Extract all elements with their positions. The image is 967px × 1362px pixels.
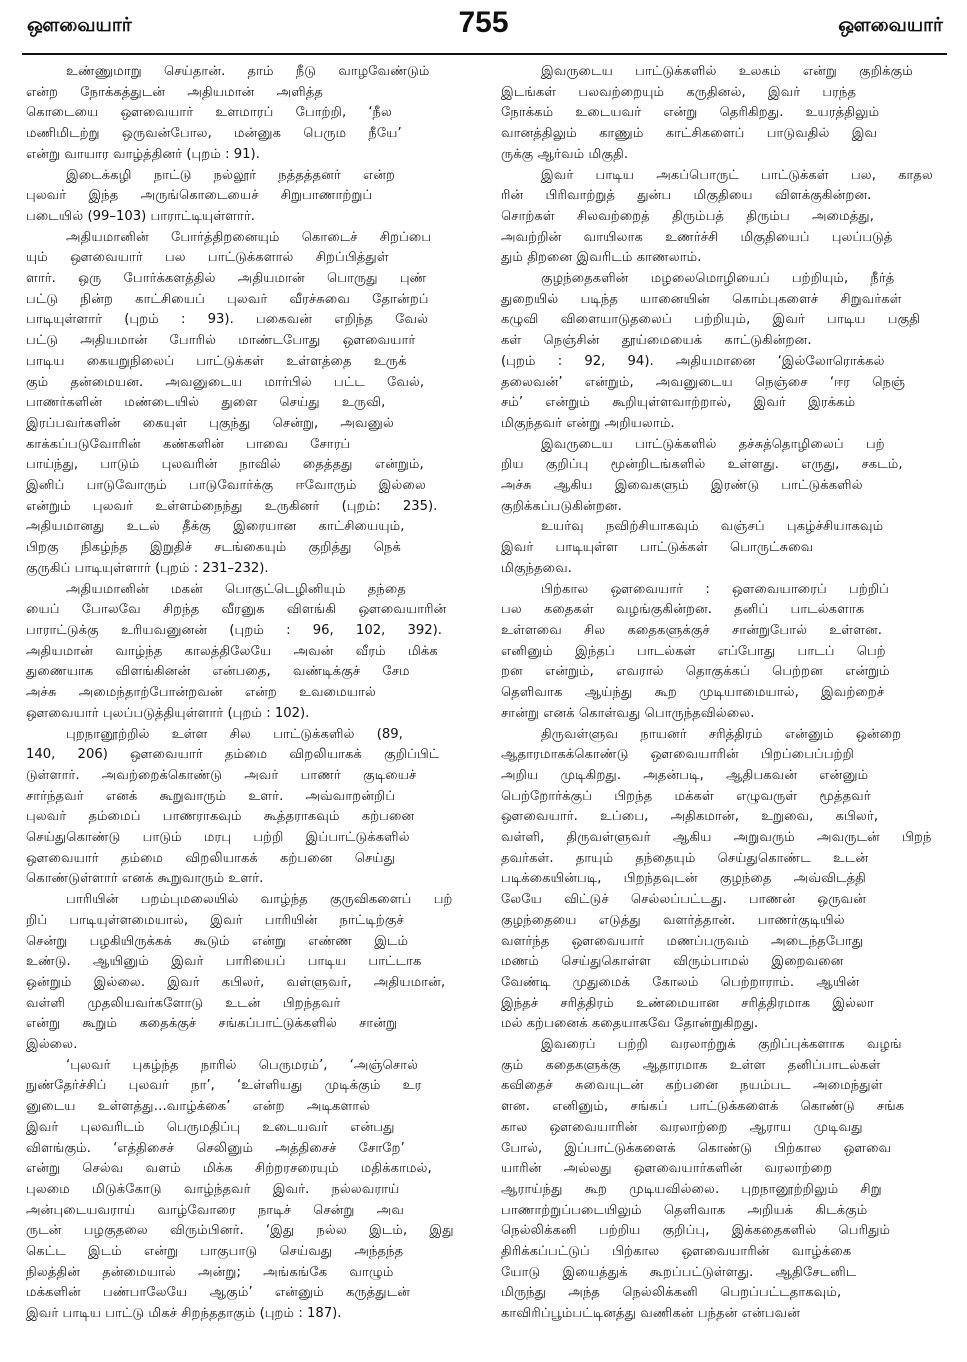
text-line: கழுவி விளையாடுதலைப் பற்றியும், இவர் பாடிய பகுதி xyxy=(501,312,921,328)
text-line: இடங்கள் பலவற்றையும் கருதினல், இவர் பரந்த xyxy=(501,84,857,100)
paragraph xyxy=(26,166,469,228)
text-line: அறிய முடிகிறது. அதன்படி, ஆதிபகவன் என்னும் xyxy=(501,767,869,783)
text-line: இந்தச் சரித்திரம் உண்மையான சரித்திரமாக இல்லா xyxy=(501,995,874,1011)
text-line: நோக்கம் உடையவர் என்று தெரிகிறது. உயரத்திலும் xyxy=(501,105,880,121)
text-line: உண்ணுமாறு செய்தான். தாம் நீடு வாழவேண்டும் xyxy=(66,64,430,79)
text-line: அதியமானது உடல் தீக்கு இரையான காட்சியையும், xyxy=(26,519,405,535)
text-line: ஆதாரமாகக்கொண்டு ஔவையாரின் பிறப்பைப்பற்றி xyxy=(501,747,854,763)
paragraph xyxy=(501,269,941,435)
text-line: 140, 206) ஔவையார் தம்மை விறலியாகக் குறிப்பிட் xyxy=(26,747,440,763)
text-line: சொற்கள் சிலவற்றைத் திரும்பத் திரும்ப அமைத்து, xyxy=(501,208,874,224)
text-line: ‘புலவர் புகழ்ந்த நாரில் பெருமரம்’, ‘அஞ்சொல் xyxy=(66,1057,419,1073)
text-line: அதியமானின் போர்த்திறனையும் கொடைச் சிறப்பை xyxy=(66,229,432,245)
text-line: சார்ந்தவர் எனக் கூறுவாரும் உளர். அவ்வாறன்றிப் xyxy=(26,788,396,804)
text-line: மிகுந்தவர் என்று அறியலாம். xyxy=(501,415,675,431)
text-line: படிக்கையின்படி, பிறந்தவுடன் குழந்தை அவ்விடத்தி xyxy=(501,871,866,887)
text-line: பாடியுள்ளார் (புறம் : 93). பகைவன் எறிந்த வேல் xyxy=(26,312,429,328)
paragraph xyxy=(501,580,941,725)
text-line: வள்ளி முதலியவர்களோடு உடன் பிறந்தவர் xyxy=(26,995,341,1011)
text-line: திரிக்கப்பட்டுப் பிற்கால ஔவையாரின் வாழ்க்கை xyxy=(501,1244,852,1260)
text-line: ருக்கு ஆர்வம் மிகுதி. xyxy=(501,146,629,162)
text-line: உண்டு. ஆயினும் இவர் பாரியைப் பாடிய பாட்டாக xyxy=(26,954,422,970)
text-line: குழந்தையை எடுத்து வளர்த்தான். பாணர்குடியில் xyxy=(501,912,845,928)
text-line: பாரியின் பறம்புமலையில் வாழ்ந்த குருவிகளைப் பற் xyxy=(66,892,453,908)
text-line: ஆராய்ந்து கூற முடியவில்லை. புறநானூற்றிலும் சிறு xyxy=(501,1181,882,1197)
paragraph xyxy=(501,435,941,518)
right-column xyxy=(501,62,941,1352)
paragraph xyxy=(501,517,941,579)
text-line: நுண்தேர்ச்சிப் புலவர் நா’, ‘உள்ளியது முடிக்கும் உர xyxy=(26,1078,422,1094)
text-line: கொடையை ஔவையார் உளமாரப் போற்றி, ‘நீல xyxy=(26,105,392,121)
text-line: உள்ளவை சில கதைகளுக்குச் சான்றுபோல் உள்ளன. xyxy=(501,622,882,638)
text-line: வளர்ந்த ஔவையார் மணப்பருவம் அடைந்தபோது xyxy=(501,933,864,949)
text-line: குழந்தைகளின் மழலைமொழியைப் பற்றியும், நீர்த் xyxy=(541,271,895,287)
left-column xyxy=(26,62,469,1352)
text-line: ஔவையார். உப்பை, அதிகமான், உறுவை, கபிலர், xyxy=(501,809,879,825)
text-line: என்ற நோக்கத்துடன் அதியமான் அளித்த xyxy=(26,84,323,100)
text-line: போல், இப்பாட்டுக்களைக் கொண்டு பிற்கால ஔவை xyxy=(501,1140,892,1156)
paragraph xyxy=(26,580,469,725)
running-title-left: ஔவையார் xyxy=(27,14,132,36)
text-line: ளார். ஒரு போர்க்களத்தில் அதியமான் பொருது புண் xyxy=(26,271,427,287)
text-line: மிகுந்தவை. xyxy=(501,560,572,576)
text-line: யைப் போலவே சிறந்த வீரனுக விளங்கி ஔவையாரின் xyxy=(26,602,447,618)
text-line: கெட்ட இடம் என்று பாகுபாடு செய்வது அந்தந்த xyxy=(26,1244,404,1260)
text-line: புறநானூற்றில் உள்ள சில பாட்டுக்களில் (89, xyxy=(66,726,403,742)
text-line: தவர்கள். தாயும் தந்தையும் செய்துகொண்ட உடன் xyxy=(501,850,869,866)
text-line: தும் திறனை இவரிடம் காணலாம். xyxy=(501,250,702,266)
text-line: இவருடைய பாட்டுக்களில் உலகம் என்று குறிக்கும் xyxy=(541,64,913,79)
text-line: திருவள்ளுவ நாயனர் சரித்திரம் என்னும் ஒன்றை xyxy=(541,726,902,742)
text-line: இல்லை. xyxy=(26,1037,78,1053)
text-line: பல கதைகள் வழங்குகின்றன. தனிப் பாடல்களாக xyxy=(501,602,865,618)
page-number: 755 xyxy=(458,6,509,39)
text-line: தலைவன்’ என்றும், அவனுடைய நெஞ்சை ‘ஈர நெஞ் xyxy=(501,374,906,390)
paragraph xyxy=(501,725,941,1036)
text-line: கவிதைச் சுவையுடன் கற்பனை நயம்பட அமைந்துள் xyxy=(501,1078,883,1094)
text-line: கால ஔவையாரின் வரலாற்றை ஆராய முடிவது xyxy=(501,1119,863,1135)
text-line: ரின் பிரிவாற்றுத் துன்ப மிகுதியை விளக்குகின்றன. xyxy=(501,188,872,204)
text-line: என்று வாயார வாழ்த்தினர் (புறம் : 91). xyxy=(26,146,260,162)
text-line: மல் கற்பனைக் கதையாகவே தோன்றுகிறது. xyxy=(501,1016,759,1032)
text-line: யும் ஔவையார் பல பாட்டுக்களால் சிறப்பித்துள் xyxy=(26,250,389,266)
text-line: அன்புடையவராய் வாழ்வோரை நாடிச் சென்று அவ xyxy=(26,1202,405,1218)
paragraph xyxy=(26,228,469,580)
text-line: படையில் (99–103) பாராட்டியுள்ளார். xyxy=(26,208,255,224)
text-line: இவர் பாடிய பாட்டு மிகச் சிறந்ததாகும் (புறம் : 187). xyxy=(26,1306,342,1322)
text-line: அச்சு ஆகிய இவைகளும் இரண்டு பாட்டுக்களில் xyxy=(501,478,863,494)
text-line: இடைக்கழி நாட்டு நல்லூர் நத்தத்தனர் என்ற xyxy=(66,167,396,183)
text-line: றன என்றும், எவரால் தொகுக்கப் பெற்றன என்றும் xyxy=(501,664,890,680)
text-line: எனினும் இந்தப் பாடல்கள் எப்போது பாடப் பெற் xyxy=(501,643,886,659)
text-line: தெளிவாக ஆய்ந்து கூற முடியாமையால், இவற்றைச் xyxy=(501,685,885,701)
text-line: இவருடைய பாட்டுக்களில் தச்சுத்தொழிலைப் பற் xyxy=(541,436,885,452)
text-line: விளங்கும். ‘எத்திசைச் செலினும் அத்திசைச் சோறே’ xyxy=(26,1140,405,1156)
text-line: புலமை மிடுக்கோடு வாழ்ந்தவர் இவர். நல்லவராய் xyxy=(26,1181,400,1197)
text-line: குருகிப் பாடியுள்ளார் (புறம் : 231–232). xyxy=(26,560,269,576)
text-line: நெல்லிக்கனி பற்றிய குறிப்பு, இக்கதைகளில் பெரிதும் xyxy=(501,1223,891,1239)
paragraph xyxy=(501,166,941,270)
text-line: ருடன் பழகுதலை விரும்பினர். ‘இது நல்ல இடம், இது xyxy=(26,1223,454,1239)
text-line: டுள்ளார். அவற்றைக்கொண்டு அவர் பாணர் குடியைச் xyxy=(26,767,417,783)
text-line: பாய்ந்து, பாடும் புலவரின் நாவில் தைத்தது என்றும், xyxy=(26,457,424,473)
text-line: அதியமான் வாழ்ந்த காலத்திலேயே அவன் வீரம் மிக்க xyxy=(26,643,438,659)
text-line: இவர் புலவரிடம் பெருமதிப்பு உடையவர் என்பது xyxy=(26,1119,395,1135)
text-line: செய்துகொண்டு பாடும் மரபு பற்றி இப்பாட்டுக்களில் xyxy=(26,830,410,846)
text-line: பாராட்டுக்கு உரியவனுனன் (புறம் : 96, 102, 392). xyxy=(26,622,442,638)
header-rule xyxy=(22,53,947,55)
text-line: (புறம் : 92, 94). அதியமானை ‘இல்லோரொக்கல் xyxy=(501,353,885,369)
text-line: மணம் செய்துகொள்ள விரும்பாமல் இறைவனை xyxy=(501,954,844,970)
text-line: மிருந்து அந்த நெல்லிக்கனி பெறப்பட்டதாகவும், xyxy=(501,1285,842,1301)
text-line: இவர் பாடிய அகப்பொருட் பாட்டுக்கள் பல, காதல xyxy=(541,167,933,183)
text-line: வள்ளி, திருவள்ளுவர் ஆகிய அறுவரும் அவருடன் பிறந் xyxy=(501,830,932,846)
text-line: வானத்திலும் காணும் காட்சிகளைப் பாடுவதில் இவ xyxy=(501,126,878,142)
text-line: பாணர்களின் மண்டையில் துளை செய்து உருவி, xyxy=(26,395,386,411)
text-line: பாடிய கையறுநிலைப் பாட்டுக்கள் உள்ளத்தை உருக் xyxy=(26,353,407,369)
text-line: ஔவையார் புலப்படுத்தியுள்ளார் (புறம் : 102). xyxy=(26,705,310,721)
text-line: இனிப் பாடுவோரும் பாடுவோர்க்கு ஈவோரும் இல்லை xyxy=(26,478,426,494)
text-line: பட்டு அதியமான் போரில் மாண்டபோது ஔவையார் xyxy=(26,333,416,349)
text-line: ஔவையார் தம்மை விறலியாகக் கற்பனை செய்து xyxy=(26,850,396,866)
paragraph xyxy=(501,1035,941,1325)
text-line: ளன. எனினும், சங்கப் பாட்டுக்களைக் கொண்டு சங்க xyxy=(501,1099,905,1115)
text-line: துறையில் படிந்த யானையின் கொம்புகளைச் சிறுவர்கள் xyxy=(501,291,902,307)
text-line: குறிக்கப்படுகின்றன. xyxy=(501,498,622,514)
text-line: துணையாக விளங்கினன் என்பதை, வண்டிக்குச் சேம xyxy=(26,664,410,680)
text-line: கள் நெஞ்சின் தூய்மையைக் காட்டுகின்றன. xyxy=(501,333,812,349)
text-line: புலவர் தம்மைப் பாணராகவும் கூத்தராகவும் கற்பனை xyxy=(26,809,415,825)
text-line: இவரைப் பற்றி வரலாற்றுக் குறிப்புக்களாக வழங் xyxy=(541,1037,902,1053)
text-line: றிப் பாடியுள்ளமையால், இவர் பாரியின் நாட்டிற்குச் xyxy=(26,912,404,928)
paragraph xyxy=(26,1056,469,1325)
running-title-right: ஔவையார் xyxy=(838,14,943,36)
text-line: லேயே விட்டுச் செல்லப்பட்டது. பாணன் ஒருவன் xyxy=(501,892,866,908)
text-line: யோடு இயைத்துக் கூறப்பட்டுள்ளது. ஆதிசேடனிட xyxy=(501,1264,857,1280)
text-line: மணிமிடற்று ஒருவன்போல, மன்னுக பெரும நீயே’ xyxy=(26,126,402,142)
text-line: பாணாற்றுப்படையிலும் தெளிவாக அறியக் கிடக்கும் xyxy=(501,1202,868,1218)
text-line: இவர் பாடியுள்ள பாட்டுக்கள் பொருட்சுவை xyxy=(501,540,814,556)
text-line: சம்’ என்றும் கூறியுள்ளவாற்றால், இவர் இரக்கம் xyxy=(501,395,856,411)
text-line: என்று செல்வ வளம் மிக்க சிற்றரசரையும் மதிக்காமல், xyxy=(26,1161,432,1177)
text-line: கும் கதைகளுக்கு ஆதாரமாக உள்ள தனிப்பாடல்கள் xyxy=(501,1057,881,1073)
text-line: அதியமானின் மகன் பொகுட்டெழினியும் தந்தை xyxy=(66,581,406,597)
text-line: இரப்பவர்களின் கையுள் புகுந்து சென்று, அவனுல் xyxy=(26,415,394,431)
text-line: அச்சு அமைந்தாற்போன்றவன் என்ற உவமையால் xyxy=(26,685,376,701)
text-line: உயர்வு நவிற்சியாகவும் வஞ்சப் புகழ்ச்சியாகவும் xyxy=(541,519,884,535)
text-line: காவிரிப்பூம்பட்டினத்து வணிகன் பந்தன் என்பவன் xyxy=(501,1306,801,1322)
page-header xyxy=(0,0,967,60)
text-line: என்றும் புலவர் உள்ளம்நைந்து உருகினர் (புறம்: 235). xyxy=(26,498,438,514)
text-line: கொண்டுள்ளார் எனக் கூறுவாரும் உளர். xyxy=(26,871,264,887)
text-line: வேண்டி முதுமைக் கோலம் பெற்றாராம். ஆயின் xyxy=(501,974,860,990)
text-line: காக்கப்படுவோரின் கண்களின் பாவை சோரப் xyxy=(26,436,351,452)
text-line: கும் தன்மையன. அவனுடைய மார்பில் பட்ட வேல், xyxy=(26,374,425,390)
text-line: ஒன்றும் இல்லை. இவர் கபிலர், வள்ளுவர், அதியமான், xyxy=(26,974,446,990)
text-line: பெற்றோர்க்குப் பிறந்த மக்கள் எழுவருள் மூத்தவர் xyxy=(501,788,871,804)
text-line: பிற்கால ஔவையார் : ஔவையாரைப் பற்றிப் xyxy=(541,581,889,597)
text-line: சான்று எனக் கொள்வது பொருந்தவில்லை. xyxy=(501,705,755,721)
text-line: நிலத்தின் தன்மையால் அன்று; அங்கங்கே வாழும் xyxy=(26,1264,394,1280)
text-line: சென்று பழகியிருக்கக் கூடும் என்று எண்ண இடம் xyxy=(26,933,409,949)
text-line: மக்களின் பண்பாலேயே ஆகும்’ என்னும் கருத்துடன் xyxy=(26,1285,410,1301)
text-line: அவற்றின் வாயிலாக உணர்ச்சி மிகுதியைப் புலப்படுத் xyxy=(501,229,893,245)
paragraph xyxy=(26,890,469,1056)
paragraph xyxy=(26,725,469,891)
text-line: பிறகு நிகழ்ந்த இறுதிச் சடங்கையும் குறித்து நெக் xyxy=(26,540,401,556)
text-line: னுடைய உள்ளத்து…வாழ்க்கை’ என்ற அடிகளால் xyxy=(26,1099,371,1115)
text-line: பட்டு நின்ற காட்சியைப் புலவர் வீரச்சுவை தோன்றப் xyxy=(26,291,429,307)
paragraph xyxy=(501,62,941,166)
paragraph xyxy=(26,62,469,166)
text-line: என்று கூறும் கதைக்குச் சங்கப்பாட்டுக்களில் சான்று xyxy=(26,1016,398,1032)
text-line: யாரின் அல்லது ஔவையார்களின் வரலாற்றை xyxy=(501,1161,833,1177)
text-line: றிய குறிப்பு மூன்றிடங்களில் உள்ளது. எருது, சகடம், xyxy=(501,457,903,473)
text-line: புலவர் இந்த அருங்கொடையைச் சிறுபாணாற்றுப் xyxy=(26,188,373,204)
